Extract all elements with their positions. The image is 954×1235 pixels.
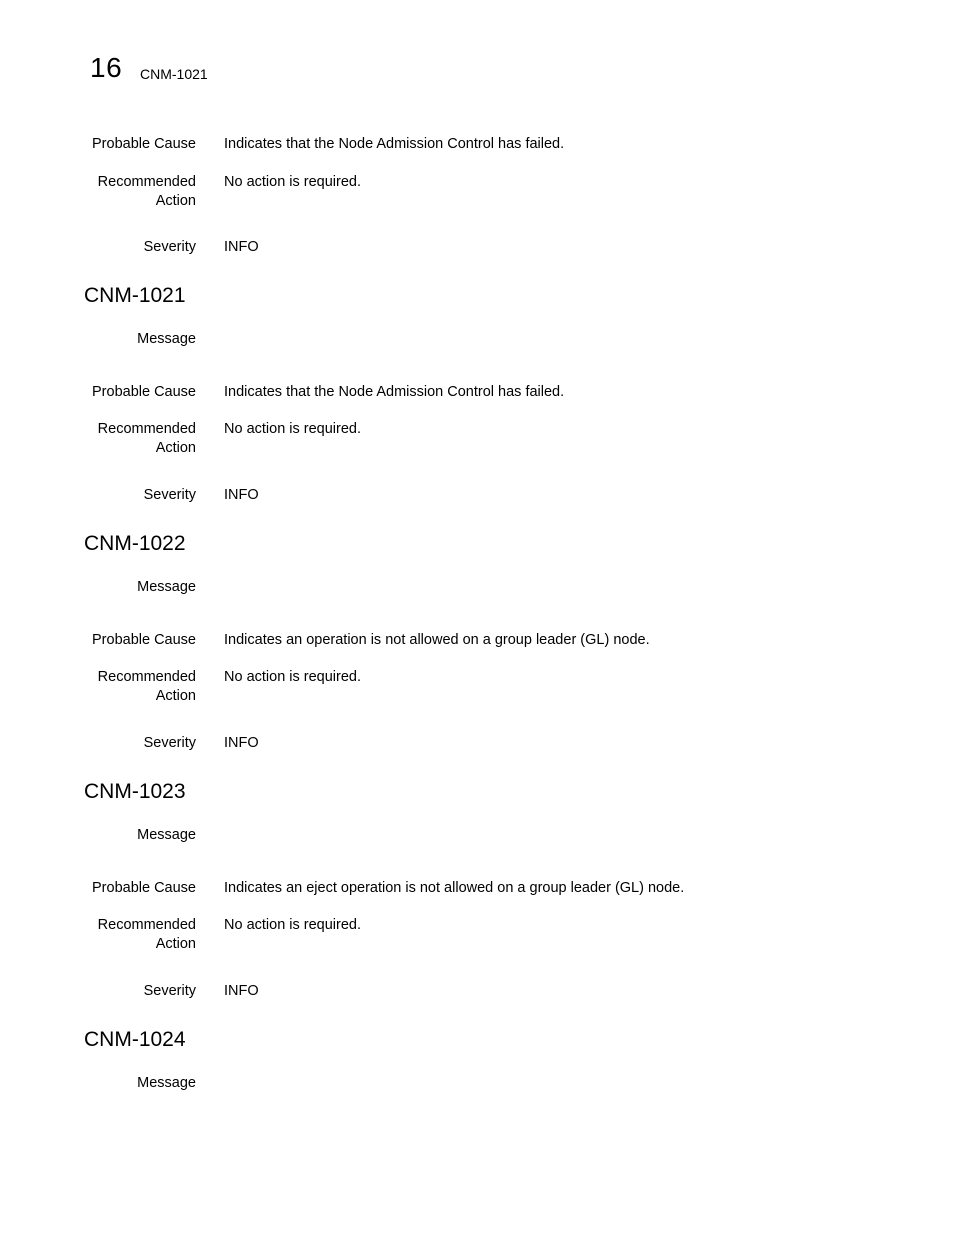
message-label: Message: [137, 1075, 196, 1091]
recommended-action-label: [46, 668, 196, 706]
probable-cause-value: Indicates that the Node Admission Control has failed.: [224, 384, 565, 400]
message-label: Message: [137, 331, 196, 347]
probable-cause-label: Probable Cause: [92, 384, 196, 400]
severity-value: INFO: [224, 735, 259, 751]
severity-label: Severity: [143, 239, 196, 255]
message-label: Message: [137, 579, 196, 595]
severity-value: INFO: [224, 487, 259, 503]
entry-heading: CNM-1024: [84, 1028, 186, 1051]
probable-cause-label: Probable Cause: [92, 136, 196, 152]
entry-heading: CNM-1021: [84, 284, 186, 307]
severity-label: Severity: [143, 487, 196, 503]
entry-heading: CNM-1022: [84, 532, 186, 555]
probable-cause-label: Probable Cause: [92, 880, 196, 896]
recommended-action-label-line1: Recommended: [97, 421, 196, 437]
severity-label: Severity: [143, 735, 196, 751]
message-label: Message: [137, 827, 196, 843]
recommended-action-label-line2: Action: [155, 936, 196, 952]
recommended-action-label-line1: Recommended: [97, 669, 196, 685]
recommended-action-value: No action is required.: [224, 174, 362, 190]
running-title: CNM-1021: [140, 66, 208, 82]
entry-heading: CNM-1023: [84, 780, 186, 803]
probable-cause-label: Probable Cause: [92, 632, 196, 648]
severity-value: INFO: [224, 983, 259, 999]
recommended-action-value: No action is required.: [224, 669, 362, 685]
recommended-action-label: [46, 916, 196, 954]
recommended-action-label-line2: Action: [155, 193, 196, 209]
recommended-action-label-line2: Action: [155, 688, 196, 704]
recommended-action-value: No action is required.: [224, 917, 362, 933]
probable-cause-value: Indicates that the Node Admission Control has failed.: [224, 136, 565, 152]
recommended-action-label: [46, 420, 196, 458]
recommended-action-label-line1: Recommended: [97, 917, 196, 933]
recommended-action-label-line2: Action: [155, 440, 196, 456]
severity-label: Severity: [143, 983, 196, 999]
probable-cause-value: Indicates an eject operation is not allowed on a group leader (GL) node.: [224, 880, 685, 896]
recommended-action-value: No action is required.: [224, 421, 362, 437]
chapter-number: 16: [90, 52, 123, 83]
recommended-action-label-line1: Recommended: [97, 174, 196, 190]
severity-value: INFO: [224, 239, 259, 255]
probable-cause-value: Indicates an operation is not allowed on a group leader (GL) node.: [224, 632, 650, 648]
recommended-action-label: [46, 173, 196, 211]
